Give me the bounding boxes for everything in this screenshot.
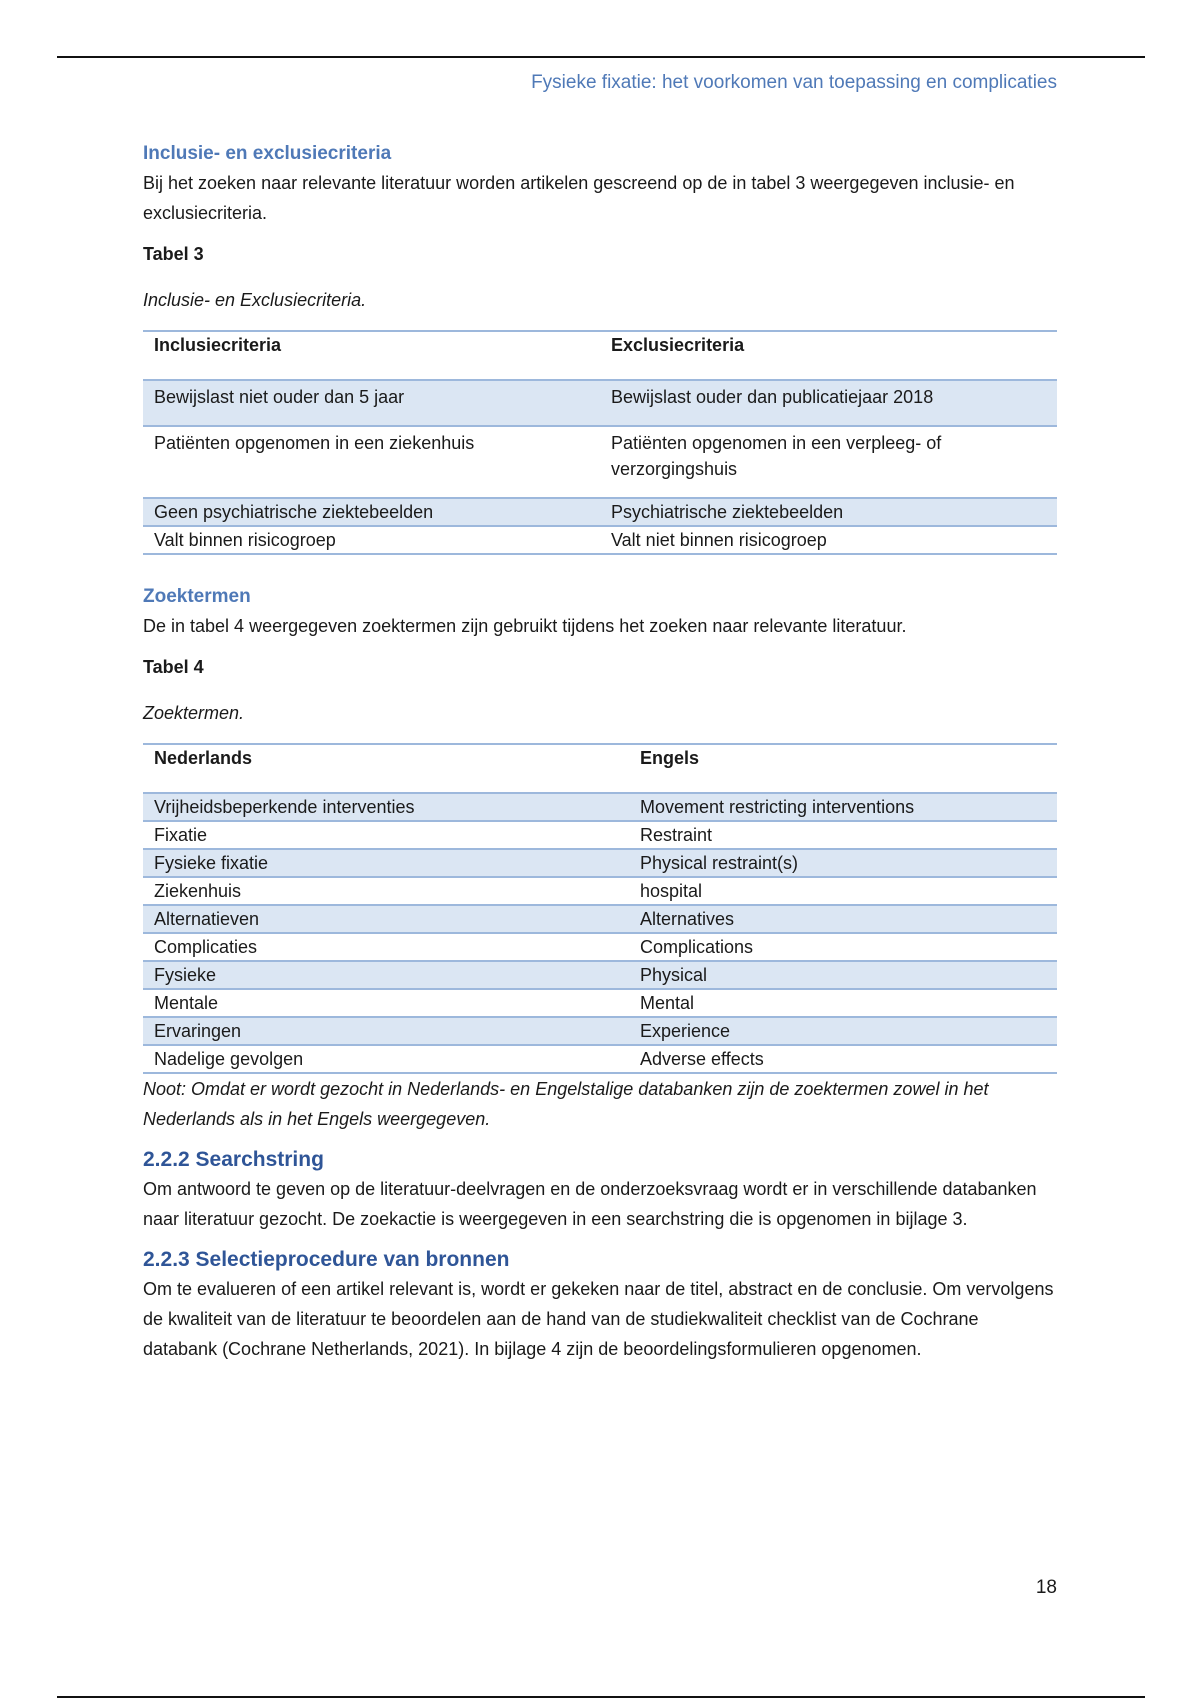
table-row (143, 1017, 1057, 1045)
page-number: 18 (1035, 1577, 1057, 1598)
table-cell: Bewijslast niet ouder dan 5 jaar (143, 380, 600, 426)
table-cell: Fysieke fixatie (143, 849, 629, 877)
table-row (143, 793, 1057, 821)
table-cell: Mentale (143, 989, 629, 1017)
table-cell: Ervaringen (143, 1017, 629, 1045)
criteria-paragraph: Bij het zoeken naar relevante literatuur worden artikelen gescreend op de in tabel 3 weergegeven inclusie- en exclusiecriteria. (143, 173, 1015, 223)
section-heading-criteria: Inclusie- en exclusiecriteria (143, 143, 392, 164)
table-row (143, 821, 1057, 849)
table-cell: Nadelige gevolgen (143, 1045, 629, 1073)
table-header-cell: Exclusiecriteria (600, 331, 1057, 380)
table-header-cell: Nederlands (143, 744, 629, 793)
table-header-cell: Inclusiecriteria (143, 331, 600, 380)
running-header: Fysieke fixatie: het voorkomen van toepassing en complicaties (531, 72, 1057, 93)
table-cell: Patiënten opgenomen in een verpleeg- of verzorgingshuis (600, 426, 1057, 498)
table4-title: Zoektermen. (143, 703, 245, 723)
table-cell: Valt niet binnen risicogroep (600, 526, 1057, 554)
header-rule (57, 56, 1145, 58)
table-cell: Geen psychiatrische ziektebeelden (143, 498, 600, 526)
table-cell: Fysieke (143, 961, 629, 989)
page-content (143, 142, 1057, 1364)
table-row (143, 989, 1057, 1017)
search-terms-table (143, 743, 1057, 1074)
table-row (143, 905, 1057, 933)
table-cell: Alternatives (629, 905, 1057, 933)
table3-title: Inclusie- en Exclusiecriteria. (143, 290, 367, 310)
table-row (143, 961, 1057, 989)
table-cell: Movement restricting interventions (629, 793, 1057, 821)
table-row (143, 1045, 1057, 1073)
table4-note: Noot: Omdat er wordt gezocht in Nederlands- en Engelstalige databanken zijn de zoektermen zowel in het Nederlands als in het Engels weergegeven. (143, 1079, 989, 1129)
table-cell: Complicaties (143, 933, 629, 961)
table-row (143, 426, 1057, 498)
table-cell: Valt binnen risicogroep (143, 526, 600, 554)
search-terms-paragraph: De in tabel 4 weergegeven zoektermen zijn gebruikt tijdens het zoeken naar relevante literatuur. (143, 616, 907, 636)
table-cell: Complications (629, 933, 1057, 961)
table-cell: Psychiatrische ziektebeelden (600, 498, 1057, 526)
table-cell: Restraint (629, 821, 1057, 849)
table-row (143, 933, 1057, 961)
table-cell: Physical restraint(s) (629, 849, 1057, 877)
table-header-row (143, 331, 1057, 380)
table4-number: Tabel 4 (143, 657, 204, 677)
table-cell: hospital (629, 877, 1057, 905)
table-cell: Mental (629, 989, 1057, 1017)
footer-rule (57, 1696, 1145, 1698)
table-row (143, 526, 1057, 554)
table-cell: Adverse effects (629, 1045, 1057, 1073)
table-row (143, 380, 1057, 426)
searchstring-paragraph: Om antwoord te geven op de literatuur-deelvragen en de onderzoeksvraag wordt er in verschillende databanken naar literatuur gezocht. De zoekactie is weergegeven in een searchstring die is opgenomen in bijlage 3. (143, 1179, 1037, 1229)
table-cell: Experience (629, 1017, 1057, 1045)
table-row (143, 498, 1057, 526)
selection-paragraph: Om te evalueren of een artikel relevant is, wordt er gekeken naar de titel, abstract en de conclusie. Om vervolgens de kwaliteit van de literatuur te beoordelen aan de hand van de studiekwaliteit checklist van de Cochrane databank (Cochrane Netherlands, 2021). In bijlage 4 zijn de beoordelingsformulieren opgenomen. (143, 1279, 1054, 1359)
section-heading-search-terms: Zoektermen (143, 586, 251, 607)
table-header-cell: Engels (629, 744, 1057, 793)
section-heading-searchstring: 2.2.2 Searchstring (143, 1148, 324, 1171)
table-header-row (143, 744, 1057, 793)
table3-number: Tabel 3 (143, 244, 204, 264)
table-cell: Patiënten opgenomen in een ziekenhuis (143, 426, 600, 498)
table-cell: Bewijslast ouder dan publicatiejaar 2018 (600, 380, 1057, 426)
table-row (143, 877, 1057, 905)
table-cell: Vrijheidsbeperkende interventies (143, 793, 629, 821)
criteria-table (143, 330, 1057, 555)
section-heading-selection: 2.2.3 Selectieprocedure van bronnen (143, 1248, 510, 1271)
table-row (143, 849, 1057, 877)
table-cell: Ziekenhuis (143, 877, 629, 905)
table-cell: Physical (629, 961, 1057, 989)
table-cell: Alternatieven (143, 905, 629, 933)
table-cell: Fixatie (143, 821, 629, 849)
